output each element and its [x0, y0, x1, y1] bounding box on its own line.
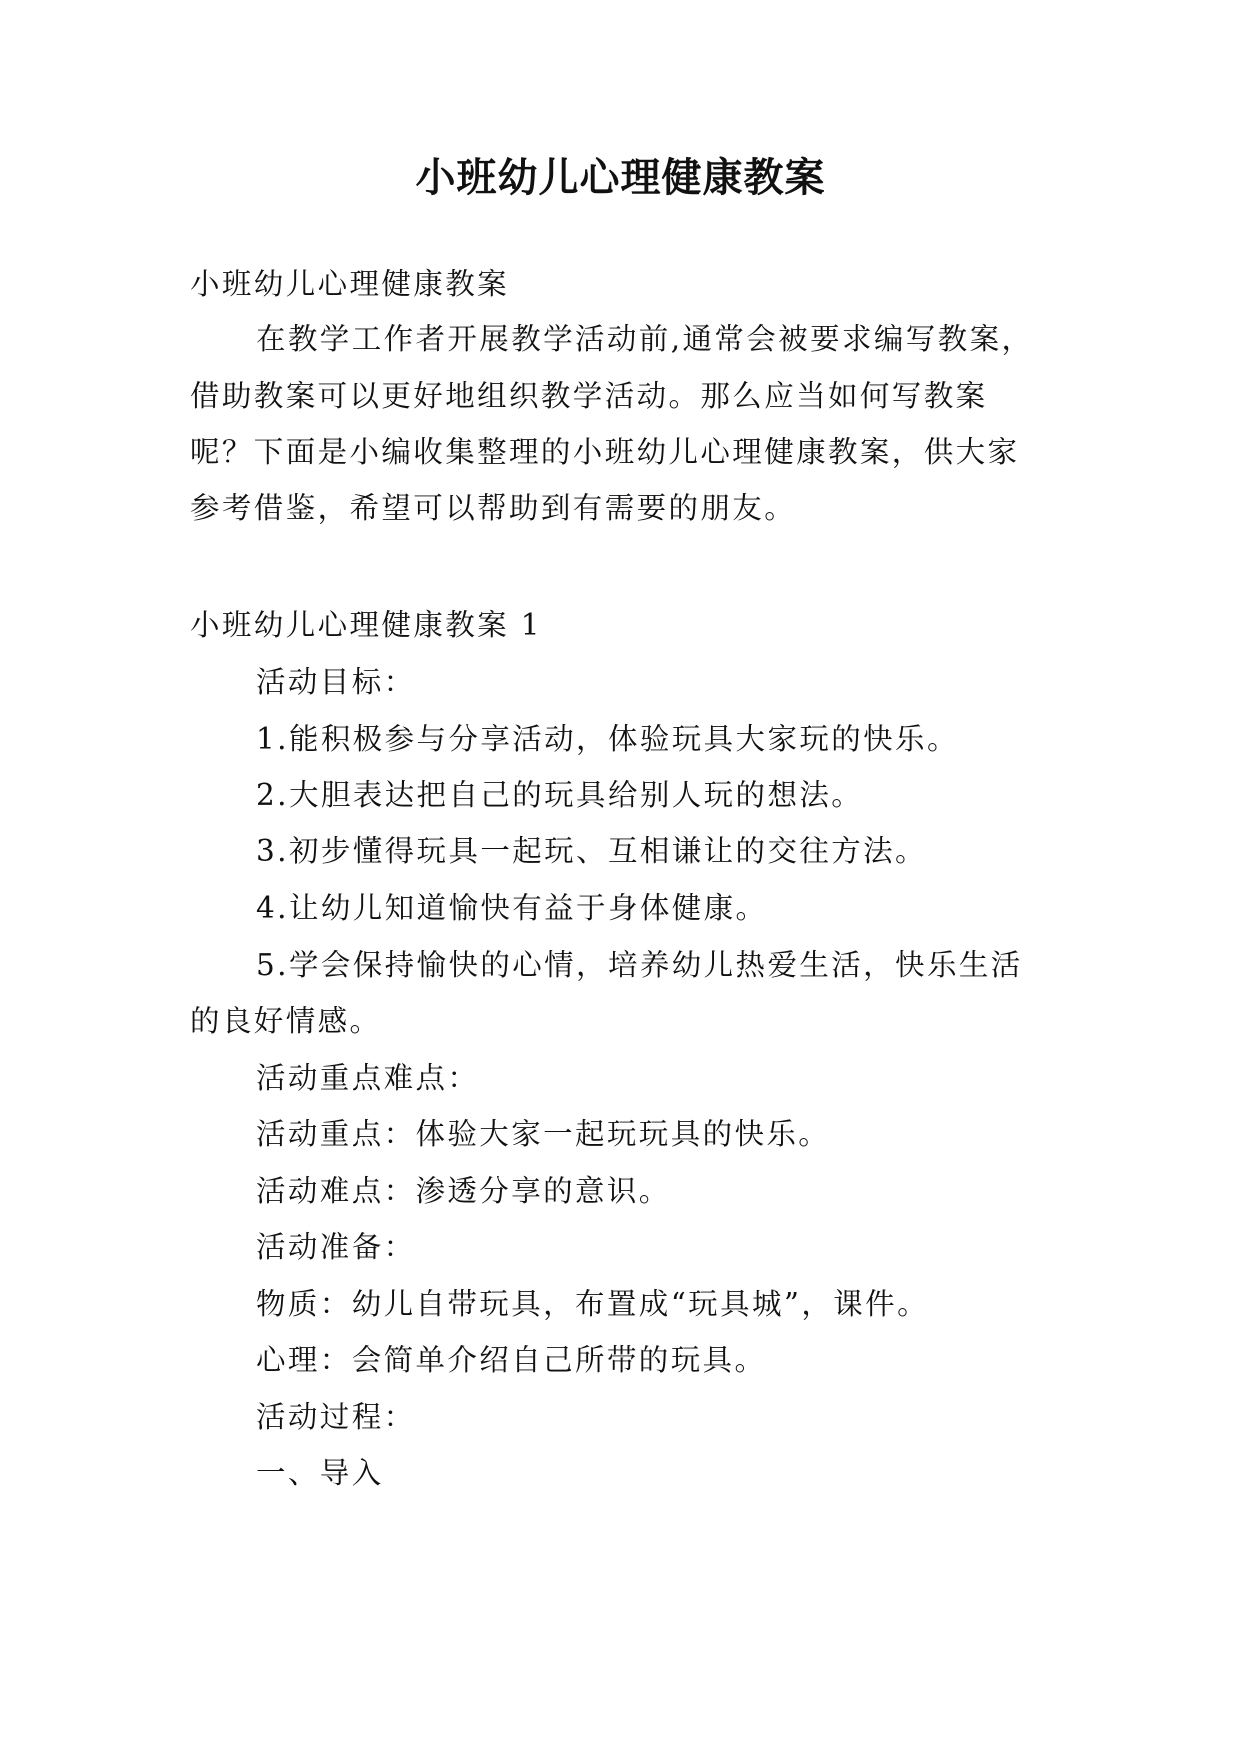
goal-item-continuation: 的良好情感。: [190, 1004, 382, 1038]
intro-line: 呢？下面是小编收集整理的小班幼儿心理健康教案，供大家: [190, 435, 1020, 469]
intro-line: 在教学工作者开展教学活动前,通常会被要求编写教案，: [256, 322, 1034, 356]
process-heading: 活动过程：: [256, 1400, 416, 1434]
intro-line: 借助教案可以更好地组织教学活动。那么应当如何写教案: [190, 379, 988, 413]
goal-item: 4.让幼儿知道愉快有益于身体健康。: [256, 891, 768, 925]
section-heading: 小班幼儿心理健康教案 1: [190, 608, 542, 642]
goal-item: 1.能积极参与分享活动，体验玩具大家玩的快乐。: [256, 722, 959, 756]
goals-heading: 活动目标：: [256, 665, 416, 699]
key-points-heading: 活动重点难点：: [256, 1061, 480, 1095]
document-subtitle: 小班幼儿心理健康教案: [190, 267, 510, 301]
document-title: 小班幼儿心理健康教案: [415, 155, 826, 201]
goal-item: 5.学会保持愉快的心情，培养幼儿热爱生活，快乐生活: [256, 948, 1023, 982]
preparation-heading: 活动准备：: [256, 1230, 416, 1264]
goal-item: 3.初步懂得玩具一起玩、互相谦让的交往方法。: [256, 834, 927, 868]
psychological-preparation: 心理：会简单介绍自己所带的玩具。: [256, 1343, 767, 1377]
goal-item: 2.大胆表达把自己的玩具给别人玩的想法。: [256, 778, 864, 812]
key-point: 活动重点：体验大家一起玩玩具的快乐。: [256, 1117, 831, 1151]
process-step: 一、导入: [256, 1456, 384, 1490]
material-preparation: 物质：幼儿自带玩具，布置成“玩具城”，课件。: [256, 1287, 929, 1321]
difficulty-point: 活动难点：渗透分享的意识。: [256, 1174, 671, 1208]
intro-line: 参考借鉴，希望可以帮助到有需要的朋友。: [190, 491, 797, 525]
